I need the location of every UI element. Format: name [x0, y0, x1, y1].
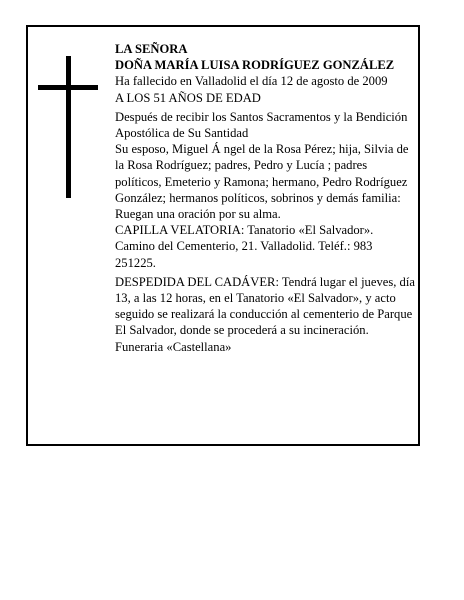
prayer-line: Ruegan una oración por su alma.: [115, 207, 281, 222]
funeral-home: Funeraria «Castellana»: [115, 339, 232, 354]
age-line: A LOS 51 AÑOS DE EDAD: [115, 90, 261, 105]
sacraments-line: Después de recibir los Santos Sacramentos y la Bendición Apostólica de Su Santidad: [115, 109, 408, 141]
family-list: Su esposo, Miguel Á ngel de la Rosa Pérez; hija, Silvia de la Rosa Rodríguez; padres, Pedro y Lucía ; padres políticos, Emeterio y Ramona; hermano, Pedro Rodríguez González; hermanos políticos, sobrinos y demás familia:: [115, 142, 409, 205]
cross-horizontal-bar: [38, 85, 98, 90]
death-statement: Ha fallecido en Valladolid el día 12 de agosto de 2009: [115, 74, 388, 89]
farewell-info: DESPEDIDA DEL CADÁVER: Tendrá lugar el jueves, día 13, a las 12 horas, en el Tanatorio «El Salvador», y acto seguido se realizará la conducción al cementerio de Parque El Salvador, donde se procederá a su incineración.: [115, 274, 415, 338]
notice-text: [115, 41, 415, 355]
cross-icon: [38, 56, 98, 198]
notice-heading: LA SEÑORA: [115, 42, 188, 56]
obituary-notice: [26, 25, 420, 446]
cross-vertical-bar: [66, 56, 71, 198]
deceased-name: DOÑA MARÍA LUISA RODRÍGUEZ GONZÁLEZ: [115, 58, 395, 73]
chapel-info: CAPILLA VELATORIA: Tanatorio «El Salvador». Camino del Cementerio, 21. Valladolid. Teléf.: 983 251225.: [115, 223, 374, 270]
